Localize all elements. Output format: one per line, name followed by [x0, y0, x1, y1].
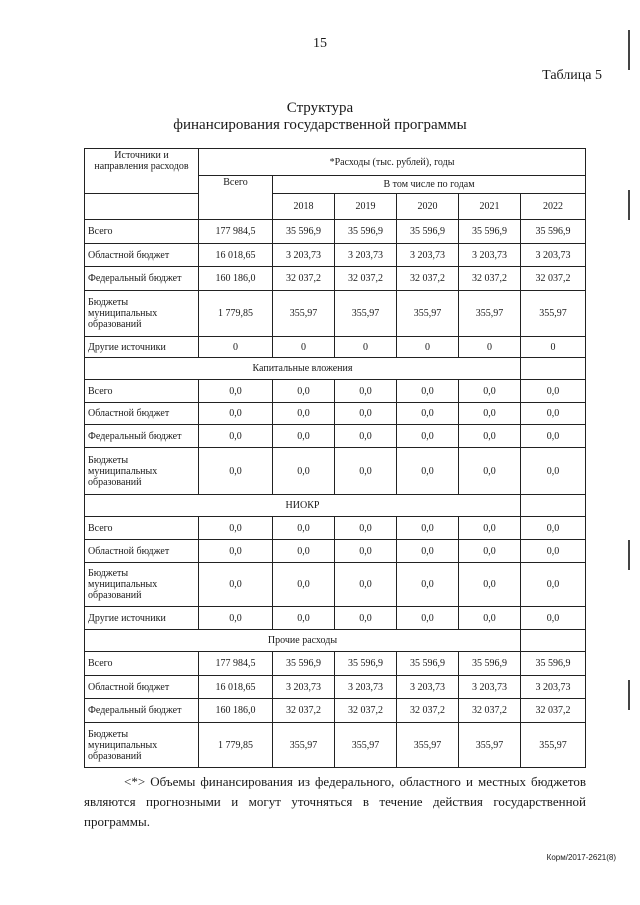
table-row	[85, 699, 586, 723]
cell-year-value: 0,0	[521, 607, 586, 630]
header-year-2020: 2020	[397, 194, 459, 220]
row-label: Федеральный бюджет	[85, 699, 199, 723]
cell-total: 177 984,5	[199, 652, 273, 676]
cell-year-value: 3 203,73	[521, 676, 586, 699]
cell-year-value: 32 037,2	[459, 699, 521, 723]
cell-year-value: 32 037,2	[521, 267, 586, 291]
section-row	[85, 358, 586, 380]
row-label: Бюджеты муниципальных образований	[85, 291, 199, 337]
table-row	[85, 540, 586, 563]
header-empty-cell	[85, 194, 199, 220]
cell-year-value: 3 203,73	[397, 676, 459, 699]
cell-year-value: 0	[459, 337, 521, 358]
cell-year-value: 355,97	[273, 291, 335, 337]
table-row	[85, 267, 586, 291]
cell-total: 16 018,65	[199, 244, 273, 267]
cell-year-value: 0,0	[521, 540, 586, 563]
cell-year-value: 0,0	[273, 403, 335, 425]
cell-year-value: 0,0	[273, 517, 335, 540]
cell-year-value: 0,0	[397, 517, 459, 540]
row-label: Областной бюджет	[85, 676, 199, 699]
cell-year-value: 0,0	[459, 517, 521, 540]
cell-year-value: 0,0	[521, 380, 586, 403]
cell-year-value: 0,0	[397, 448, 459, 495]
cell-year-value: 0,0	[521, 563, 586, 607]
cell-total: 16 018,65	[199, 676, 273, 699]
cell-total: 0,0	[199, 403, 273, 425]
row-label: Областной бюджет	[85, 244, 199, 267]
cell-year-value: 3 203,73	[273, 676, 335, 699]
section-title: Капитальные вложения	[85, 358, 521, 380]
cell-year-value: 0,0	[273, 380, 335, 403]
cell-year-value: 0	[273, 337, 335, 358]
cell-year-value: 32 037,2	[397, 267, 459, 291]
row-label: Всего	[85, 652, 199, 676]
header-including: В том числе по годам	[273, 176, 586, 194]
cell-year-value: 0,0	[459, 607, 521, 630]
cell-year-value: 355,97	[459, 291, 521, 337]
cell-year-value: 0,0	[335, 425, 397, 448]
section-empty-cell	[521, 358, 586, 380]
cell-year-value: 0,0	[397, 380, 459, 403]
section-empty-cell	[521, 495, 586, 517]
cell-year-value: 0,0	[273, 540, 335, 563]
cell-year-value: 0,0	[335, 540, 397, 563]
cell-year-value: 35 596,9	[273, 652, 335, 676]
cell-year-value: 0,0	[397, 540, 459, 563]
footnote-text: <*> Объемы финансирования из федерального, областного и местных бюджетов являются прогнозными и могут уточняться в течение действия государственной программы.	[84, 774, 586, 829]
cell-year-value: 32 037,2	[397, 699, 459, 723]
cell-year-value: 355,97	[459, 723, 521, 768]
cell-year-value: 0,0	[335, 448, 397, 495]
table-row	[85, 425, 586, 448]
cell-year-value: 3 203,73	[335, 244, 397, 267]
cell-year-value: 0,0	[335, 607, 397, 630]
financing-table	[84, 148, 586, 768]
cell-total: 0,0	[199, 380, 273, 403]
table-row	[85, 517, 586, 540]
row-label: Бюджеты муниципальных образований	[85, 723, 199, 768]
scan-edge-mark	[628, 680, 630, 710]
cell-year-value: 0,0	[273, 563, 335, 607]
scan-edge-mark	[628, 190, 630, 220]
cell-total: 1 779,85	[199, 291, 273, 337]
section-row	[85, 630, 586, 652]
cell-total: 0,0	[199, 425, 273, 448]
header-year-2018: 2018	[273, 194, 335, 220]
cell-year-value: 0,0	[459, 425, 521, 448]
cell-year-value: 35 596,9	[273, 220, 335, 244]
cell-year-value: 0,0	[335, 563, 397, 607]
document-code: Корм/2017-2621(8)	[546, 853, 616, 862]
table-row	[85, 291, 586, 337]
table-label: Таблица 5	[542, 68, 602, 83]
row-label: Другие источники	[85, 337, 199, 358]
cell-total: 0,0	[199, 563, 273, 607]
cell-year-value: 355,97	[397, 723, 459, 768]
cell-year-value: 0,0	[397, 403, 459, 425]
header-year-2022: 2022	[521, 194, 586, 220]
table-row	[85, 448, 586, 495]
cell-year-value: 0,0	[459, 540, 521, 563]
section-empty-cell	[521, 630, 586, 652]
cell-year-value: 0,0	[459, 563, 521, 607]
cell-year-value: 355,97	[273, 723, 335, 768]
cell-year-value: 0,0	[521, 517, 586, 540]
cell-year-value: 3 203,73	[335, 676, 397, 699]
scan-edge-mark	[628, 30, 630, 70]
row-label: Всего	[85, 380, 199, 403]
cell-year-value: 35 596,9	[397, 652, 459, 676]
header-year-2019: 2019	[335, 194, 397, 220]
cell-year-value: 3 203,73	[459, 244, 521, 267]
cell-total: 160 186,0	[199, 267, 273, 291]
cell-year-value: 32 037,2	[335, 699, 397, 723]
cell-year-value: 0,0	[273, 448, 335, 495]
cell-year-value: 0,0	[397, 607, 459, 630]
section-title: НИОКР	[85, 495, 521, 517]
cell-year-value: 35 596,9	[459, 652, 521, 676]
cell-year-value: 3 203,73	[459, 676, 521, 699]
footnote	[84, 772, 586, 832]
table-row	[85, 403, 586, 425]
cell-year-value: 0,0	[521, 448, 586, 495]
cell-total: 0,0	[199, 448, 273, 495]
cell-year-value: 35 596,9	[521, 220, 586, 244]
page-number: 15	[313, 36, 327, 51]
title-line-2: финансирования государственной программы	[173, 117, 467, 133]
cell-year-value: 355,97	[335, 291, 397, 337]
table-row	[85, 607, 586, 630]
cell-year-value: 0,0	[335, 517, 397, 540]
cell-year-value: 355,97	[521, 723, 586, 768]
cell-total: 0,0	[199, 607, 273, 630]
cell-total: 0,0	[199, 517, 273, 540]
cell-year-value: 0,0	[459, 403, 521, 425]
cell-year-value: 32 037,2	[273, 267, 335, 291]
section-title: Прочие расходы	[85, 630, 521, 652]
cell-year-value: 3 203,73	[273, 244, 335, 267]
table-row	[85, 220, 586, 244]
row-label: Областной бюджет	[85, 403, 199, 425]
row-label: Федеральный бюджет	[85, 425, 199, 448]
cell-year-value: 32 037,2	[521, 699, 586, 723]
cell-year-value: 3 203,73	[397, 244, 459, 267]
cell-year-value: 35 596,9	[335, 220, 397, 244]
cell-year-value: 32 037,2	[459, 267, 521, 291]
row-label: Федеральный бюджет	[85, 267, 199, 291]
cell-year-value: 32 037,2	[335, 267, 397, 291]
row-label: Областной бюджет	[85, 540, 199, 563]
row-label: Всего	[85, 517, 199, 540]
table-row	[85, 563, 586, 607]
cell-year-value: 0,0	[273, 425, 335, 448]
cell-year-value: 0,0	[521, 403, 586, 425]
table-row	[85, 723, 586, 768]
section-row	[85, 495, 586, 517]
title-line-1: Структура	[286, 100, 354, 116]
cell-year-value: 0,0	[521, 425, 586, 448]
table-row	[85, 337, 586, 358]
row-label: Всего	[85, 220, 199, 244]
cell-year-value: 0	[335, 337, 397, 358]
row-label: Бюджеты муниципальных образований	[85, 563, 199, 607]
cell-year-value: 0,0	[459, 448, 521, 495]
document-title	[0, 100, 640, 134]
cell-total: 160 186,0	[199, 699, 273, 723]
cell-year-value: 355,97	[397, 291, 459, 337]
cell-year-value: 0,0	[397, 563, 459, 607]
cell-year-value: 35 596,9	[335, 652, 397, 676]
header-sources: Источники и направления расходов	[85, 149, 199, 194]
table-row	[85, 380, 586, 403]
cell-year-value: 0,0	[397, 425, 459, 448]
table-row	[85, 676, 586, 699]
cell-year-value: 0	[521, 337, 586, 358]
table-row	[85, 244, 586, 267]
row-label: Бюджеты муниципальных образований	[85, 448, 199, 495]
cell-year-value: 355,97	[335, 723, 397, 768]
row-label: Другие источники	[85, 607, 199, 630]
cell-year-value: 0	[397, 337, 459, 358]
header-year-2021: 2021	[459, 194, 521, 220]
table-row	[85, 652, 586, 676]
cell-year-value: 35 596,9	[459, 220, 521, 244]
table-body	[85, 220, 586, 768]
cell-year-value: 0,0	[273, 607, 335, 630]
cell-year-value: 3 203,73	[521, 244, 586, 267]
header-expenses: *Расходы (тыс. рублей), годы	[199, 149, 586, 176]
cell-total: 0,0	[199, 540, 273, 563]
cell-total: 0	[199, 337, 273, 358]
cell-year-value: 35 596,9	[397, 220, 459, 244]
cell-total: 1 779,85	[199, 723, 273, 768]
cell-year-value: 32 037,2	[273, 699, 335, 723]
table-header	[85, 149, 586, 220]
cell-year-value: 355,97	[521, 291, 586, 337]
cell-year-value: 0,0	[459, 380, 521, 403]
cell-total: 177 984,5	[199, 220, 273, 244]
scan-edge-mark	[628, 540, 630, 570]
cell-year-value: 0,0	[335, 380, 397, 403]
cell-year-value: 35 596,9	[521, 652, 586, 676]
header-total: Всего	[199, 176, 273, 220]
cell-year-value: 0,0	[335, 403, 397, 425]
